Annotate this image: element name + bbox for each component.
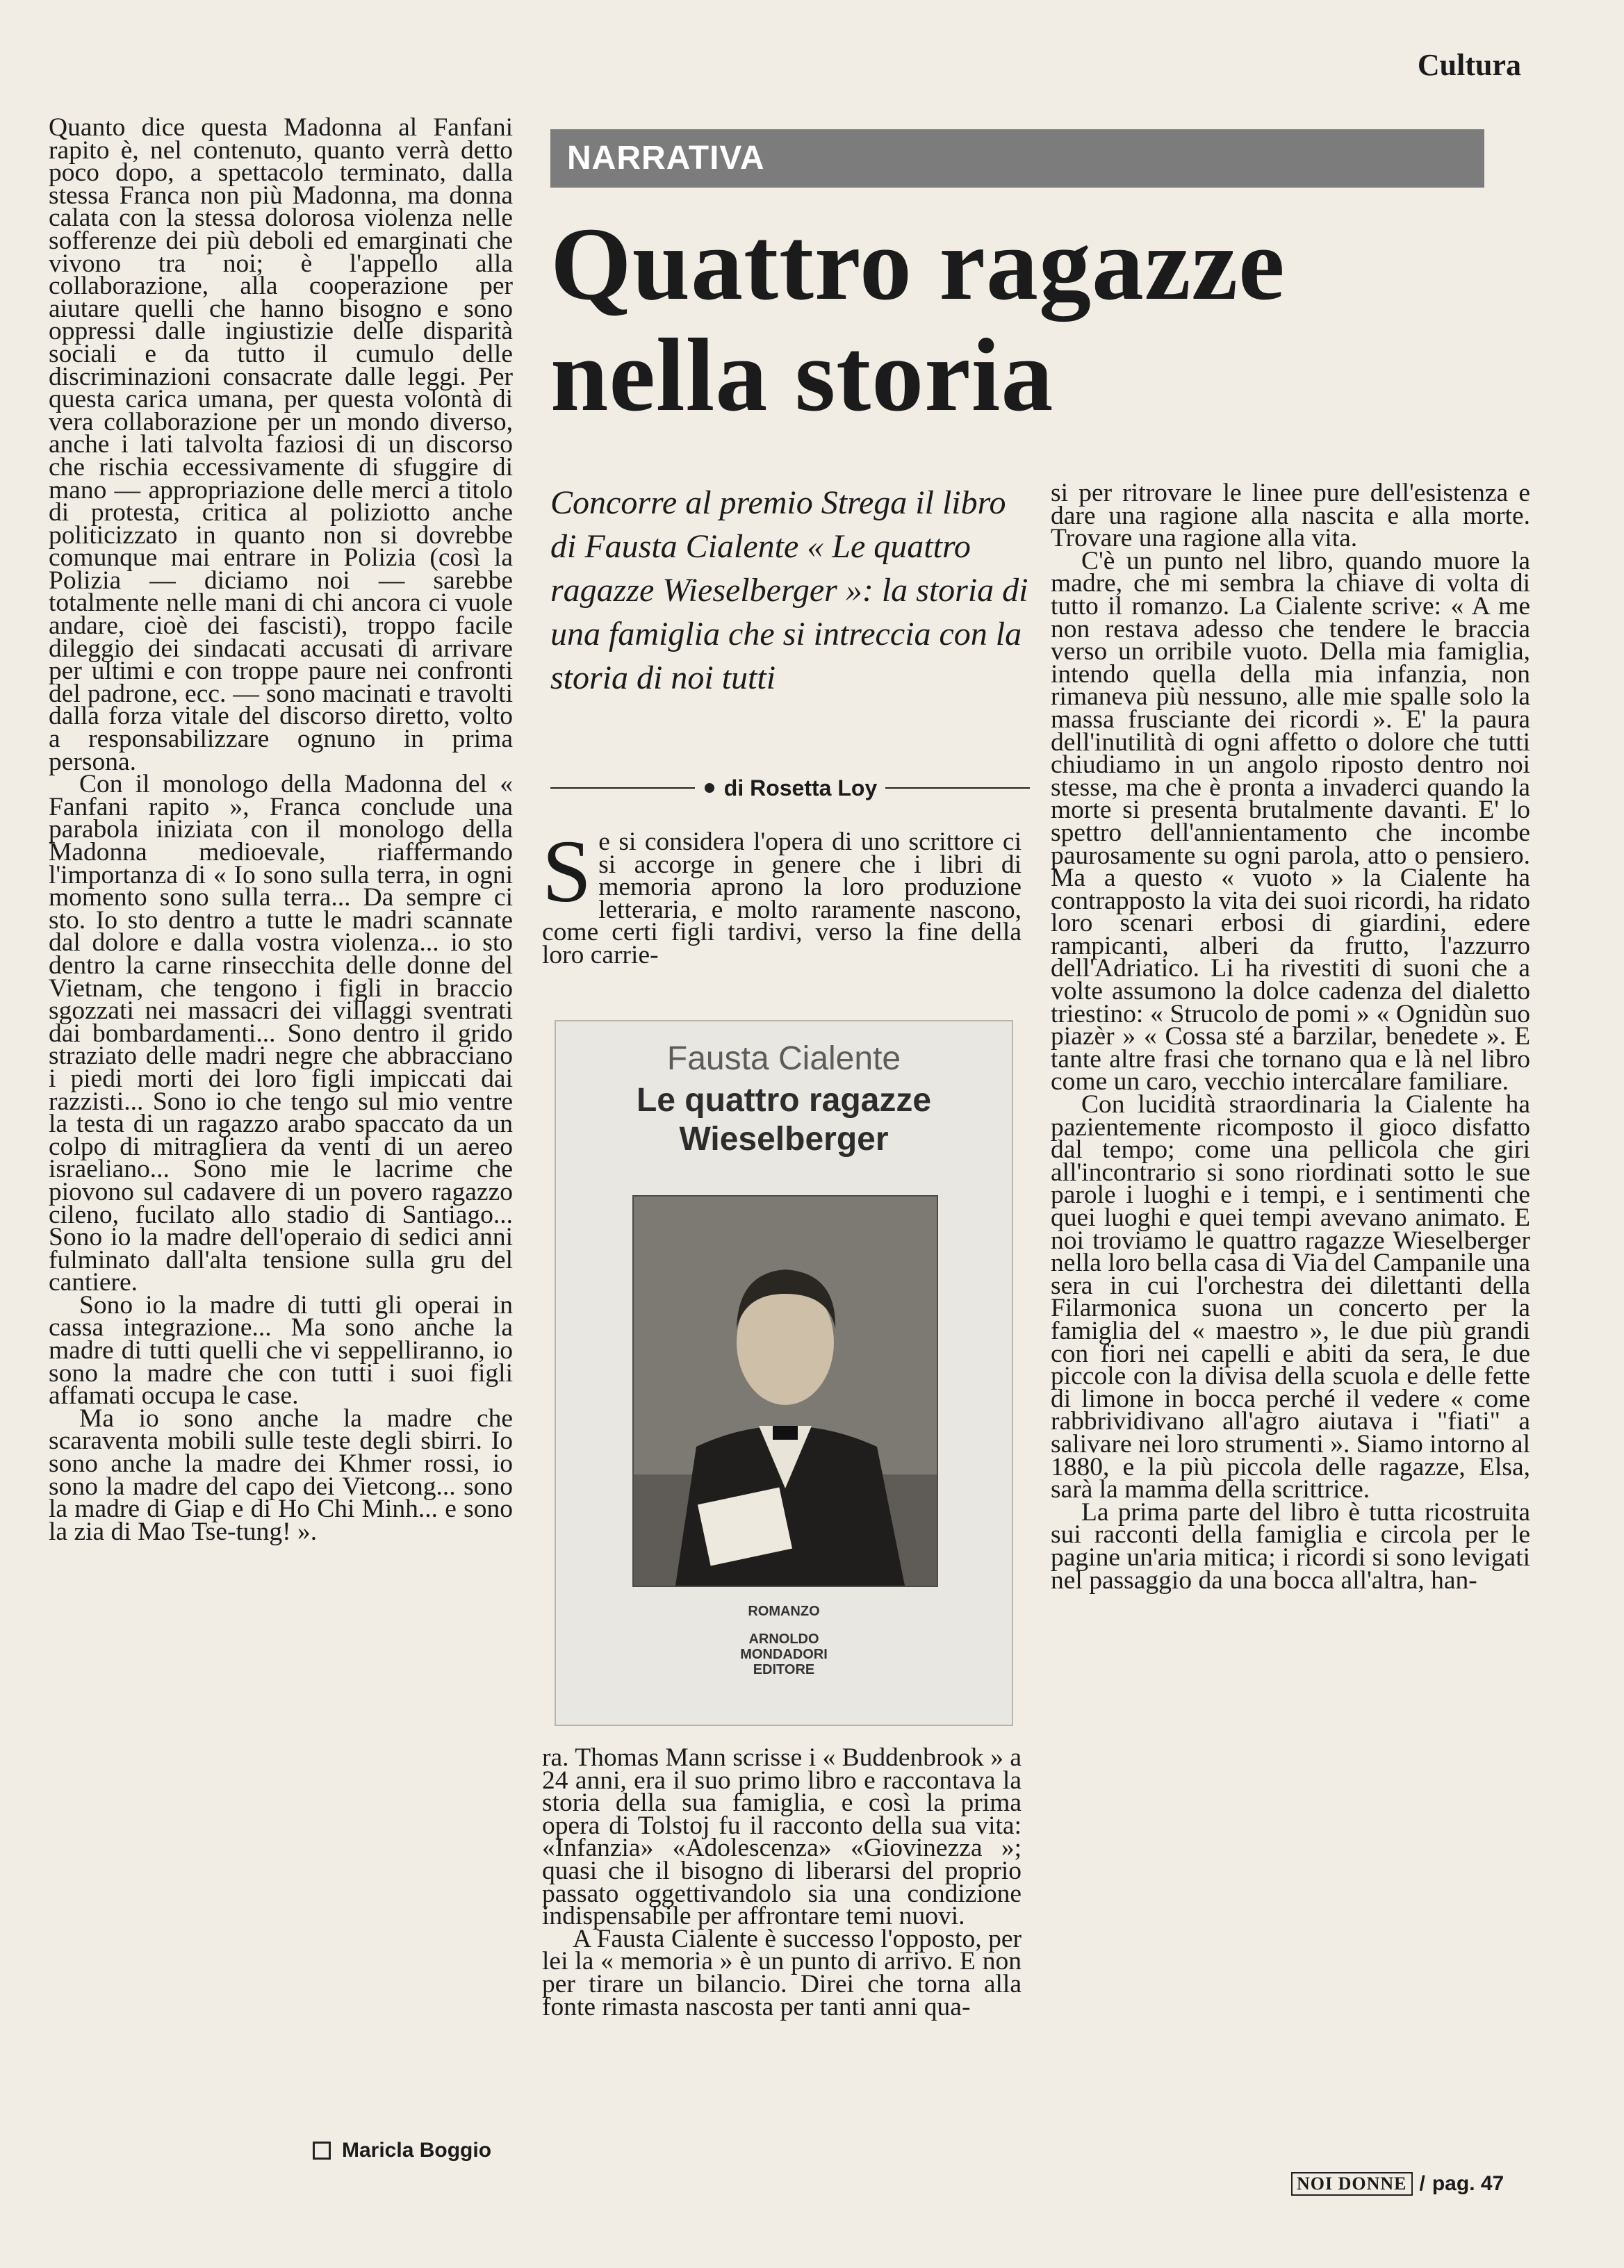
byline-rule: [885, 787, 1030, 789]
byline: [550, 773, 1030, 803]
paragraph: Con il monologo della Madonna del « Fanfani rapito », Franca conclude una parabola iniziata con il monologo della Madonna medioevale, riaffermando l'importanza di « Io sono sulla terra, in ogni momento sono sulla terra... Da sempre ci sto. Io sto dentro a tutte le madri scannate dal dolore e dalla vostra violenza... io sto dentro la carne rinsecchita delle donne del Vietnam, che tengono i figli in braccio sgozzati nei massacri dei villaggi sventrati dai bombardamenti... Sono dentro il grido straziato delle madri negre che abbracciano i piedi morti dei loro figli impiccati dai razzisti... Sono io che tengo sul mio ventre la testa di un ragazzo arabo spaccato da un colpo di mitragliera da venti di un aereo israeliano... Sono mie le lacrime che piovono sul cadavere di un povero ragazzo cileno, fucilato allo stadio di Santiago... Sono io la madre dell'operaio di sedici anni fulminato dall'alta tensione sulla gru del cantiere.: [49, 770, 513, 1297]
book-cover: [555, 1020, 1013, 1726]
paragraph: Sono io la madre di tutti gli operai in cassa integrazione... Ma sono anche la madre di tutti quelli che vi seppelliranno, io sono la madre che con tutti i suoi figli affamati occupa le case.: [49, 1290, 513, 1411]
signature: [313, 2139, 491, 2162]
cover-author: Fausta Cialente: [666, 1040, 901, 1077]
square-icon: [313, 2142, 331, 2160]
magazine-logo: NOI DONNE: [1291, 2172, 1413, 2196]
drop-cap: S: [542, 822, 592, 921]
title-line: nella storia: [550, 318, 1054, 433]
article-deck: Concorre al premio Strega il libro di Fausta Cialente « Le quattro ragazze Wieselberger »: la storia di una famiglia che si intreccia con la storia di noi tutti: [550, 484, 1028, 696]
paragraph: Con lucidità straordinaria la Cialente ha pazientemente ricomposto il gioco disfatto dal tempo; come una pellicola che giri all'incontrario si sono riordinati sotto le sue parole i luoghi e i tempi, e i sentimenti che quei luoghi e quei tempi avevano animato. E noi troviamo le quattro ragazze Wieselberger nella loro bella casa di Via del Campanile una sera in cui l'orchestra dei dilettanti della Filarmonica suona un concerto per la famiglia del « maestro », le due più grandi con fiori nei capelli e abiti da sera, le due piccole con la divisa della scuola e delle fette di limone in bocca perché il vedere « come rabbrividivano all'agro aiutava i "fiati" a salivare nei loro strumenti ». Siamo intorno al 1880, e la più piccola delle ragazze, Elsa, sarà la mamma della scrittrice.: [1051, 1090, 1530, 1504]
cover-genre: ROMANZO: [748, 1604, 820, 1619]
lead-paragraph: [542, 822, 1022, 969]
rubric-banner: NARRATIVA: [550, 129, 1484, 188]
paragraph: Ma io sono anche la madre che scaraventa mobili sulle teste degli sbirri. Io sono anche la madre dei Khmer rossi, io sono la madre del capo dei Vietcong... sono la madre di Giap e di Ho Chi Minh... e sono la zia di Mao Tse-tung! ».: [49, 1404, 513, 1546]
byline-rule: [550, 787, 695, 789]
footer-separator: /: [1419, 2172, 1425, 2195]
publisher-line: ARNOLDO: [748, 1632, 819, 1647]
byline-text: di Rosetta Loy: [723, 775, 878, 800]
publisher-line: EDITORE: [753, 1662, 815, 1677]
cover-title: [556, 1081, 1012, 1159]
publisher-line: MONDADORI: [740, 1647, 828, 1662]
page-footer: [1291, 2172, 1504, 2196]
lead-text: e si considera l'opera di uno scrittore ci si accorge in genere che i libri di memoria aprono la loro produzione letteraria, e molto raramente nascono, come certi figli tardivi, verso la fine della loro carrie-: [542, 828, 1022, 969]
cover-title-line: Wieselberger: [679, 1121, 889, 1158]
paragraph: A Fausta Cialente è successo l'opposto, per lei la « memoria » è un punto di arrivo. E non per tirare un bilancio. Direi che torna alla fonte rimasta nascosta per tanti anni qua-: [542, 1924, 1022, 2021]
bullet-icon: [705, 783, 714, 793]
signature-name: Maricla Boggio: [342, 2139, 492, 2162]
article-title: [550, 208, 1502, 431]
cover-portrait-image: [632, 1195, 938, 1587]
paragraph: ra. Thomas Mann scrisse i « Buddenbrook » a 24 anni, era il suo primo libro e raccontava la storia della sua famiglia, e così la prima opera di Tolstoj fu il racconto della sua vita: «Infanzia» «Adolescenza» «Giovinezza »; quasi che il bisogno di liberarsi del proprio passato oggettivandolo sia una condizione indispensabile per affrontare temi nuovi.: [542, 1743, 1022, 1931]
paragraph: Quanto dice questa Madonna al Fanfani rapito è, nel contenuto, quanto verrà detto poco dopo, a spettacolo terminato, dalla stessa Franca non più Madonna, ma donna calata con la stessa dolorosa violenza nelle sofferenze dei più deboli ed emarginati che vivono tra noi; è l'appello alla collaborazione, alla cooperazione per aiutare quelli che hanno bisogno e sono oppressi dalle ingiustizie delle disparità sociali e da tutto il cumulo delle discriminazioni consacrate dalle leggi. Per questa carica umana, per questa volontà di vera collaborazione per un mondo diverso, anche i lati talvolta faziosi di un discorso che rischia eccessivamente di sfuggire di mano — appropriazione delle merci a titolo di protesta, critica al poliziotto anche politicizzato in quanto non si dovrebbe comunque mai entrare in Polizia (così la Polizia — diciamo noi — sarebbe totalmente nelle mani di chi ancora ci vuole andare, cioè dei fascisti), troppo facile dileggio dei sindacati accusati di arrivare per ultimi e con troppe paure nei confronti del padrone, ecc. — sono macinati e travolti dalla forza vitale del discorso diretto, volto a responsabilizzare ognuno in prima persona.: [49, 113, 513, 776]
column-1: [49, 113, 513, 1546]
cover-publisher: [556, 1632, 1012, 1677]
title-line: Quattro ragazze: [550, 206, 1286, 322]
cover-title-line: Le quattro ragazze: [636, 1082, 932, 1119]
column-3: [1051, 479, 1530, 1595]
page-number: pag. 47: [1432, 2172, 1504, 2195]
portrait-illustration: [634, 1197, 937, 1586]
column-2: [542, 1743, 1022, 2021]
paragraph: C'è un punto nel libro, quando muore la madre, che mi sembra la chiave di volta di tutto il romanzo. La Cialente scrive: « A me non restava adesso che tendere le braccia verso un orribile vuoto. Della mia famiglia, intendo quella della mia infanzia, non rimaneva più nessuno, alle mie spalle solo la massa frusciante dei ricordi ». E' la paura dell'inutilità di ogni affetto o dolore che tutti chiudiamo in un angolo riposto dentro noi stesse, ma che è pronta a invaderci quando la morte si presenta brutalmente davanti. E' lo spettro dell'annientamento che incombe paurosamente su ogni parola, atto o pensiero. Ma a questo « vuoto » la Cialente ha contrapposto la vita dei suoi ricordi, ha ridato loro scenari erbosi di giardini, edere rampicanti, alberi da frutto, l'azzurro dell'Adriatico. Li ha rivestiti di suoni che a volte assumono la dolce cadenza del dialetto triestino: « Strucolo de pomi » « Ognidùn suo piazèr » « Cossa sté a barzilar, benedete ». E tante altre frasi che tornano qua e là nel libro come un caro, vecchio intercalare familiare.: [1051, 546, 1530, 1096]
paragraph: si per ritrovare le linee pure dell'esistenza e dare una ragione alla nascita e alla morte. Trovare una ragione alla vita.: [1051, 479, 1530, 553]
paragraph: La prima parte del libro è tutta ricostruita sui racconti della famiglia e circola per le pagine un'aria mitica; i ricordi si sono levigati nel passaggio da una bocca all'altra, han-: [1051, 1497, 1530, 1595]
section-label: Cultura: [1417, 48, 1521, 82]
